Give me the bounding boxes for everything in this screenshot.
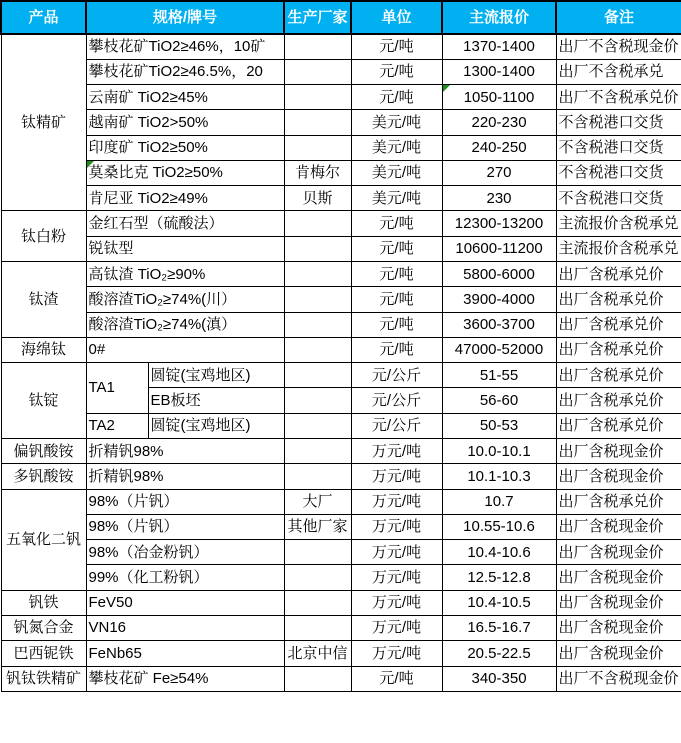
table-row	[1, 59, 681, 84]
unit-cell: 万元/吨	[351, 641, 442, 666]
spec-cell: FeNb65	[86, 641, 284, 666]
maker-cell	[284, 110, 351, 135]
col-header-price: 主流报价	[442, 1, 556, 34]
note-cell: 出厂含税承兑价	[556, 413, 681, 438]
spec-cell: 98%（冶金粉钒）	[86, 540, 284, 565]
note-cell: 出厂含税承兑价	[556, 489, 681, 514]
maker-cell	[284, 439, 351, 464]
price-cell: 1370-1400	[442, 34, 556, 59]
price-cell: 340-350	[442, 666, 556, 691]
unit-cell: 元/吨	[351, 211, 442, 236]
product-cell: 巴西铌铁	[1, 641, 86, 666]
product-cell: 五氧化二钒	[1, 489, 86, 590]
spec-cell: 越南矿 TiO2>50%	[86, 110, 284, 135]
note-cell: 出厂不含税承兑	[556, 59, 681, 84]
spec-cell: 高钛渣 TiO₂≥90%	[86, 262, 284, 287]
unit-cell: 万元/吨	[351, 615, 442, 640]
price-cell: 240-250	[442, 135, 556, 160]
price-cell: 3900-4000	[442, 287, 556, 312]
note-cell: 出厂含税现金价	[556, 514, 681, 539]
spec-cell: 印度矿 TiO2≥50%	[86, 135, 284, 160]
table-row	[1, 160, 681, 185]
unit-cell: 元/吨	[351, 85, 442, 110]
maker-cell	[284, 666, 351, 691]
maker-cell	[284, 464, 351, 489]
note-cell: 出厂含税现金价	[556, 590, 681, 615]
note-cell: 不含税港口交货	[556, 135, 681, 160]
spec-cell: 圆锭(宝鸡地区)	[148, 363, 284, 388]
note-cell: 出厂不含税现金价	[556, 666, 681, 691]
unit-cell: 元/吨	[351, 34, 442, 59]
price-cell: 16.5-16.7	[442, 615, 556, 640]
note-cell: 出厂含税现金价	[556, 540, 681, 565]
maker-cell	[284, 312, 351, 337]
table-row	[1, 565, 681, 590]
col-header-note: 备注	[556, 1, 681, 34]
grade-cell: TA2	[86, 413, 148, 438]
unit-cell: 万元/吨	[351, 464, 442, 489]
maker-cell	[284, 59, 351, 84]
table-row	[1, 615, 681, 640]
note-cell: 不含税港口交货	[556, 160, 681, 185]
maker-cell	[284, 540, 351, 565]
note-cell: 出厂含税现金价	[556, 615, 681, 640]
unit-cell: 美元/吨	[351, 186, 442, 211]
dirty-cell-flag-icon	[443, 85, 450, 92]
note-cell: 不含税港口交货	[556, 110, 681, 135]
product-cell: 钛精矿	[1, 34, 86, 211]
grade-cell: TA1	[86, 363, 148, 414]
unit-cell: 元/吨	[351, 59, 442, 84]
spec-cell: 98%（片钒）	[86, 514, 284, 539]
spec-cell: 0#	[86, 337, 284, 362]
spec-cell: FeV50	[86, 590, 284, 615]
unit-cell: 美元/吨	[351, 110, 442, 135]
spec-cell: 折精钒98%	[86, 464, 284, 489]
table-row	[1, 312, 681, 337]
unit-cell: 元/吨	[351, 236, 442, 261]
maker-cell: 肯梅尔	[284, 160, 351, 185]
table-row	[1, 489, 681, 514]
table-row	[1, 262, 681, 287]
maker-cell	[284, 85, 351, 110]
note-cell: 出厂含税承兑价	[556, 337, 681, 362]
unit-cell: 元/吨	[351, 287, 442, 312]
maker-cell	[284, 287, 351, 312]
table-row	[1, 540, 681, 565]
table-row	[1, 514, 681, 539]
price-cell: 230	[442, 186, 556, 211]
table-row	[1, 413, 681, 438]
maker-cell	[284, 615, 351, 640]
price-cell: 3600-3700	[442, 312, 556, 337]
price-text: 1050-1100	[463, 88, 535, 106]
price-cell: 10.7	[442, 489, 556, 514]
spec-text: 莫桑比克 TiO2≥50%	[88, 164, 223, 182]
spec-cell: VN16	[86, 615, 284, 640]
col-header-maker: 生产厂家	[284, 1, 351, 34]
table-row	[1, 85, 681, 110]
table-row	[1, 641, 681, 666]
note-cell: 出厂含税现金价	[556, 439, 681, 464]
unit-cell: 元/吨	[351, 312, 442, 337]
unit-cell: 元/吨	[351, 337, 442, 362]
note-cell: 出厂不含税现金价	[556, 34, 681, 59]
note-cell: 出厂含税现金价	[556, 464, 681, 489]
product-cell: 钒钛铁精矿	[1, 666, 86, 691]
price-cell: 47000-52000	[442, 337, 556, 362]
table-row	[1, 110, 681, 135]
note-cell: 出厂不含税承兑价	[556, 85, 681, 110]
table-row	[1, 363, 681, 388]
price-cell: 10.4-10.6	[442, 540, 556, 565]
table-row	[1, 666, 681, 691]
maker-cell	[284, 590, 351, 615]
maker-cell	[284, 262, 351, 287]
unit-cell: 万元/吨	[351, 590, 442, 615]
price-cell: 12.5-12.8	[442, 565, 556, 590]
table-row	[1, 590, 681, 615]
spec-cell: 圆锭(宝鸡地区)	[148, 413, 284, 438]
unit-cell: 万元/吨	[351, 439, 442, 464]
unit-cell: 美元/吨	[351, 160, 442, 185]
product-cell: 海绵钛	[1, 337, 86, 362]
unit-cell: 元/吨	[351, 262, 442, 287]
maker-cell: 贝斯	[284, 186, 351, 211]
spec-cell: 金红石型（硫酸法）	[86, 211, 284, 236]
price-cell: 10.55-10.6	[442, 514, 556, 539]
note-cell: 出厂含税承兑价	[556, 287, 681, 312]
note-cell: 出厂含税现金价	[556, 565, 681, 590]
table-row	[1, 135, 681, 160]
table-row	[1, 211, 681, 236]
table-row	[1, 236, 681, 261]
note-cell: 出厂含税承兑价	[556, 363, 681, 388]
note-cell: 出厂含税承兑价	[556, 388, 681, 413]
maker-cell	[284, 236, 351, 261]
price-cell: 10.4-10.5	[442, 590, 556, 615]
table-row	[1, 464, 681, 489]
unit-cell: 万元/吨	[351, 489, 442, 514]
spec-cell: 攀枝花矿 Fe≥54%	[86, 666, 284, 691]
unit-cell: 元/公斤	[351, 388, 442, 413]
note-cell: 主流报价含税承兑	[556, 236, 681, 261]
unit-cell: 万元/吨	[351, 540, 442, 565]
table-row	[1, 337, 681, 362]
dirty-cell-flag-icon	[87, 161, 94, 168]
unit-cell: 元/公斤	[351, 413, 442, 438]
table-row	[1, 439, 681, 464]
product-cell: 偏钒酸铵	[1, 439, 86, 464]
spec-cell: 攀枝花矿TiO2≥46.5%，20	[86, 59, 284, 84]
spec-cell	[86, 160, 284, 185]
maker-cell: 北京中信	[284, 641, 351, 666]
note-cell: 出厂含税承兑价	[556, 262, 681, 287]
spec-cell: 云南矿 TiO2≥45%	[86, 85, 284, 110]
product-cell: 多钒酸铵	[1, 464, 86, 489]
price-cell: 10.1-10.3	[442, 464, 556, 489]
price-cell: 12300-13200	[442, 211, 556, 236]
product-cell: 钛锭	[1, 363, 86, 439]
note-cell: 出厂含税现金价	[556, 641, 681, 666]
product-cell: 钛渣	[1, 262, 86, 338]
table-row	[1, 34, 681, 59]
price-cell: 220-230	[442, 110, 556, 135]
price-cell: 10600-11200	[442, 236, 556, 261]
spec-cell: 锐钛型	[86, 236, 284, 261]
maker-cell	[284, 337, 351, 362]
header-row	[1, 1, 681, 34]
unit-cell: 美元/吨	[351, 135, 442, 160]
table-row	[1, 186, 681, 211]
col-header-product: 产品	[1, 1, 86, 34]
maker-cell	[284, 565, 351, 590]
price-cell: 51-55	[442, 363, 556, 388]
maker-cell	[284, 413, 351, 438]
product-cell: 钒铁	[1, 590, 86, 615]
unit-cell: 万元/吨	[351, 565, 442, 590]
maker-cell	[284, 363, 351, 388]
product-cell: 钛白粉	[1, 211, 86, 262]
price-cell: 20.5-22.5	[442, 641, 556, 666]
maker-cell	[284, 211, 351, 236]
spec-cell: 攀枝花矿TiO2≥46%，10矿	[86, 34, 284, 59]
table-row	[1, 287, 681, 312]
note-cell: 主流报价含税承兑	[556, 211, 681, 236]
price-cell: 10.0-10.1	[442, 439, 556, 464]
maker-cell	[284, 34, 351, 59]
note-cell: 不含税港口交货	[556, 186, 681, 211]
spec-cell: 98%（片钒）	[86, 489, 284, 514]
spec-cell: 折精钒98%	[86, 439, 284, 464]
col-header-unit: 单位	[351, 1, 442, 34]
spec-cell: EB板坯	[148, 388, 284, 413]
spec-cell: 酸溶渣TiO₂≥74%(滇）	[86, 312, 284, 337]
maker-cell: 其他厂家	[284, 514, 351, 539]
maker-cell	[284, 388, 351, 413]
price-cell: 56-60	[442, 388, 556, 413]
price-cell: 5800-6000	[442, 262, 556, 287]
price-cell: 270	[442, 160, 556, 185]
price-cell	[442, 85, 556, 110]
spec-cell: 肯尼亚 TiO2≥49%	[86, 186, 284, 211]
unit-cell: 元/吨	[351, 666, 442, 691]
product-cell: 钒氮合金	[1, 615, 86, 640]
unit-cell: 元/公斤	[351, 363, 442, 388]
maker-cell	[284, 135, 351, 160]
unit-cell: 万元/吨	[351, 514, 442, 539]
maker-cell: 大厂	[284, 489, 351, 514]
price-cell: 1300-1400	[442, 59, 556, 84]
spec-cell: 酸溶渣TiO₂≥74%(川）	[86, 287, 284, 312]
col-header-spec: 规格/牌号	[86, 1, 284, 34]
spec-cell: 99%（化工粉钒）	[86, 565, 284, 590]
price-cell: 50-53	[442, 413, 556, 438]
note-cell: 出厂含税承兑价	[556, 312, 681, 337]
